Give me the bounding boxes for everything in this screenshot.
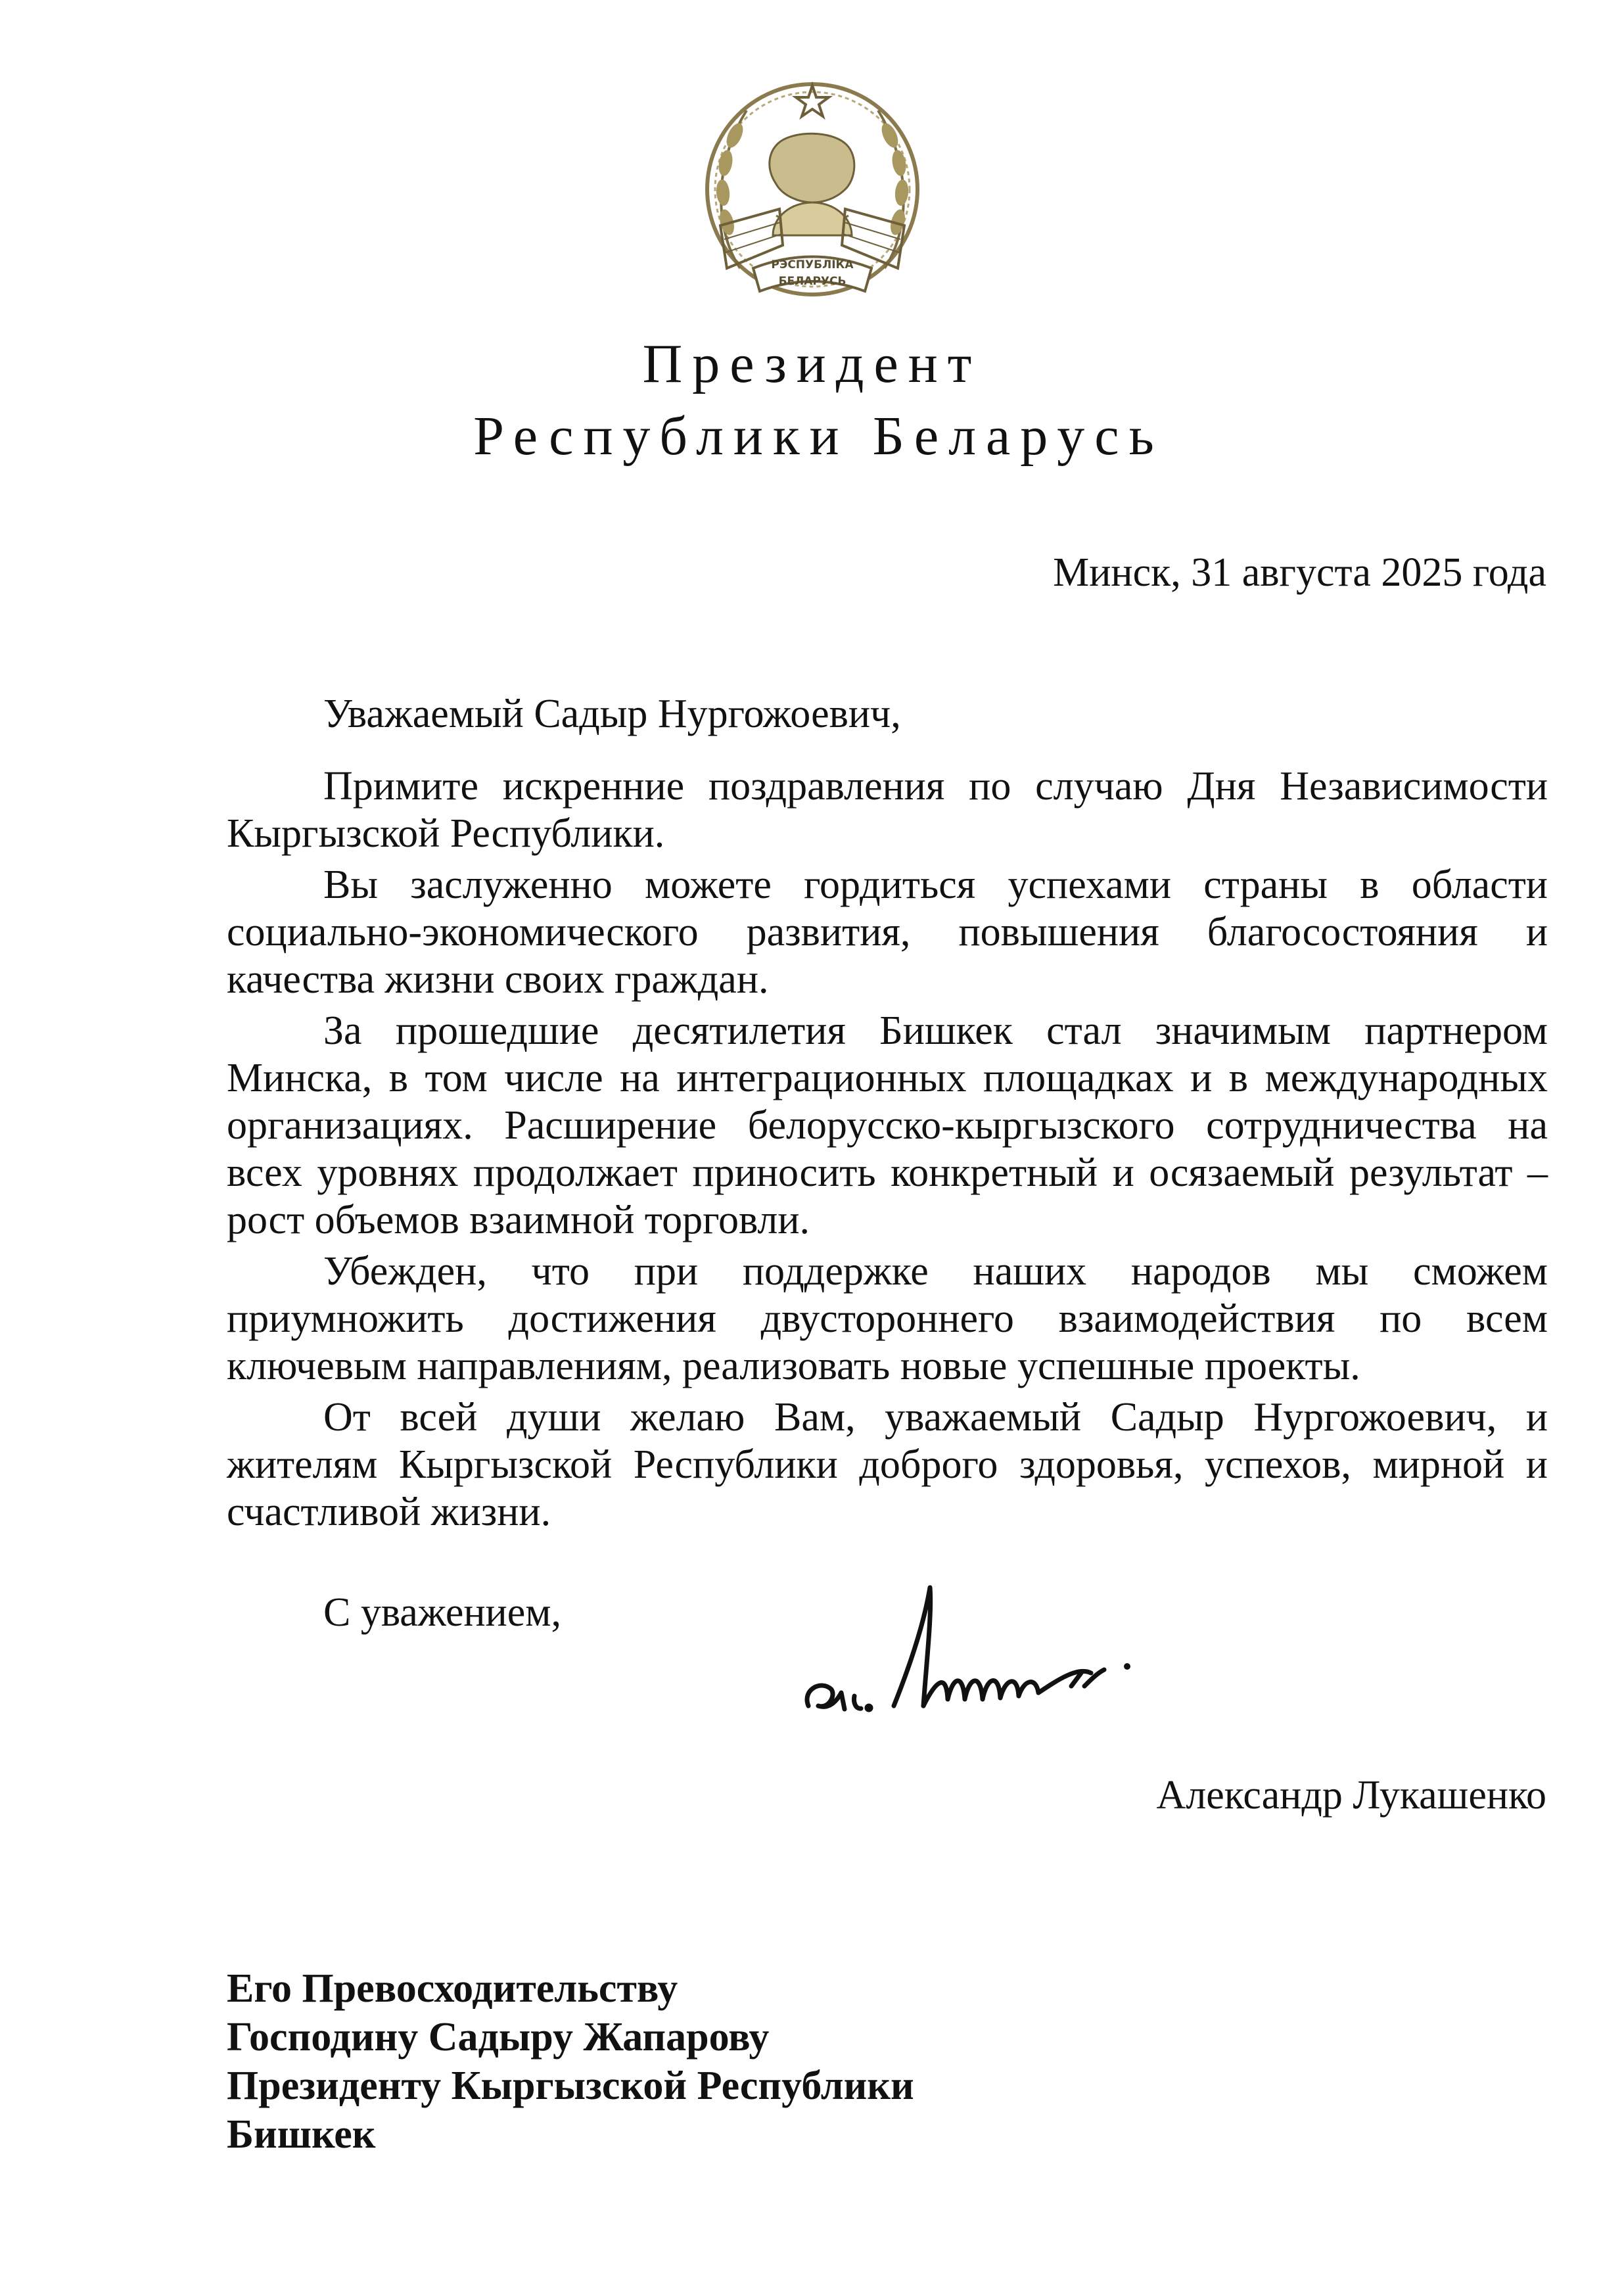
belarus-state-emblem-icon — [701, 71, 924, 314]
addressee-line-4: Бишкек — [227, 2112, 376, 2157]
paragraph-1: Примите искренние поздравления по случаю Дня Независимости Кыргызской Республики. — [227, 764, 1548, 856]
closing: С уважением, — [323, 1590, 561, 1635]
emblem-ribbon-line-2: БЕЛАРУСЬ — [778, 275, 847, 288]
salutation: Уважаемый Садыр Нургожоевич, — [323, 692, 901, 736]
addressee-line-1: Его Превосходительству — [227, 1966, 678, 2011]
letter-body — [227, 763, 1548, 1540]
addressee-line-3: Президенту Кыргызской Республики — [227, 2063, 914, 2108]
addressee-line-2: Господину Садыру Жапарову — [227, 2015, 770, 2060]
handwritten-signature — [795, 1574, 1203, 1732]
letterhead-subtitle: Республики Беларусь — [473, 406, 1164, 467]
emblem-ribbon-line-1: РЭСПУБЛІКА — [771, 258, 854, 271]
paragraph-5: От всей души желаю Вам, уважаемый Садыр Нургожоевич, и жителям Кыргызской Республики доброго здоровья, успехов, мирной и счастливой жизни. — [227, 1395, 1548, 1534]
paragraph-3: За прошедшие десятилетия Бишкек стал значимым партнером Минска, в том числе на интеграционных площадках и в международных организациях. Расширение белорусско-кыргызского сотрудничества на всех уровнях продолжает приносить конкретный и осязаемый результат – рост объемов взаимной торговли. — [227, 1008, 1548, 1242]
signer-name: Александр Лукашенко — [1156, 1773, 1546, 1818]
letter-date: Минск, 31 августа 2025 года — [1053, 550, 1546, 595]
paragraph-4: Убежден, что при поддержке наших народов мы сможем приумножить достижения двустороннего взаимодействия по всем ключевым направлениям, реализовать новые успешные проекты. — [227, 1249, 1548, 1388]
paragraph-2: Вы заслуженно можете гордиться успехами страны в области социально-экономического развития, повышения благосостояния и качества жизни своих граждан. — [227, 862, 1548, 1002]
addressee-block — [227, 1964, 914, 2159]
letterhead-title: Президент — [642, 333, 982, 394]
